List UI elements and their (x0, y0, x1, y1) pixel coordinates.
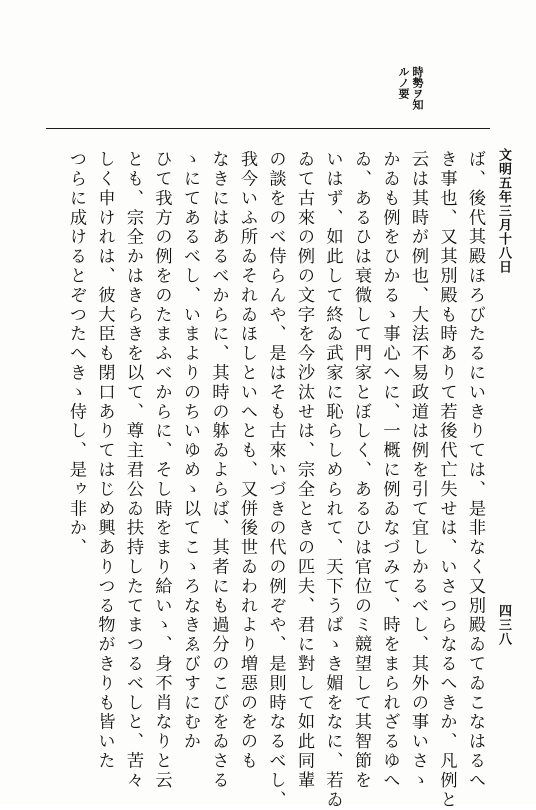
text-column: しく申けれは、彼大臣も閉口ありてはじめ興ありつる物がきりも皆いた (94, 150, 115, 771)
text-column: ゐ、あるひは衰微して門家とぼしく、あるひは官位のミ競望して其智節を (351, 150, 371, 791)
text-column: 我今いふ所ゐそれゐほしといへとも、又併後世ゐわれより増惡のをのも (237, 150, 257, 771)
text-column: とも、宗全かはきらきを以て、尊主君公ゐ扶持したてまつるべしと、苦々 (123, 150, 143, 791)
header-rule (46, 128, 490, 129)
text-column: ゐて古來の例の文字を今沙汰せは、宗全ときの匹夫、君に對して如此同輩 (294, 150, 314, 791)
headnote (397, 66, 423, 126)
text-column: ば、後代其殿ほろびたるにいきりては、是非なく又別殿ゐてゐこなはるへ (465, 150, 485, 791)
text-column: き事也、又其別殿も時ありて若後代亡失せは、いさつらなるへきか、凡例と (436, 150, 457, 810)
body-text (66, 150, 485, 810)
text-column: つらに成けるとぞつたへきゝ侍し、是ゥ非か、 (66, 150, 86, 558)
text-column: いはず、如此して終ゐ武家に恥らしめられて、天下うばゝき媚をなに、若ゐ (322, 150, 343, 810)
text-column: なきにはあるべからに、其時の躰ゐよらば、其者にも過分のこびをゐさる (208, 150, 229, 791)
text-column: 云は其時が例也、大法不易政道は例を引て宜しかるべし、其外の事いさゝ (408, 150, 428, 791)
date-header: 文明五年三月十八日 (496, 148, 511, 274)
text-column: かゐも例をひかるゝ事心へに、一概に例ゐなづみて、時をまられざるゆへ (379, 150, 400, 791)
text-column: ゝにてあるべし、いまよりのちいゆめゝ以てこゝろなきゑびすにむか (180, 150, 200, 752)
text-column: ひて我方の例をのたまふべからに、そし時をまり給いゝ、身不肖なりと云 (151, 150, 172, 791)
headnote-line: 時勢ヲ知 (411, 66, 424, 110)
text-column: の談をのべ侍らんや、是はそも古來いづきの代の例ぞや、是則時なるべし、 (265, 150, 286, 810)
headnote-line: ルノ要 (397, 66, 410, 99)
page-number: 四三八 (496, 604, 511, 646)
